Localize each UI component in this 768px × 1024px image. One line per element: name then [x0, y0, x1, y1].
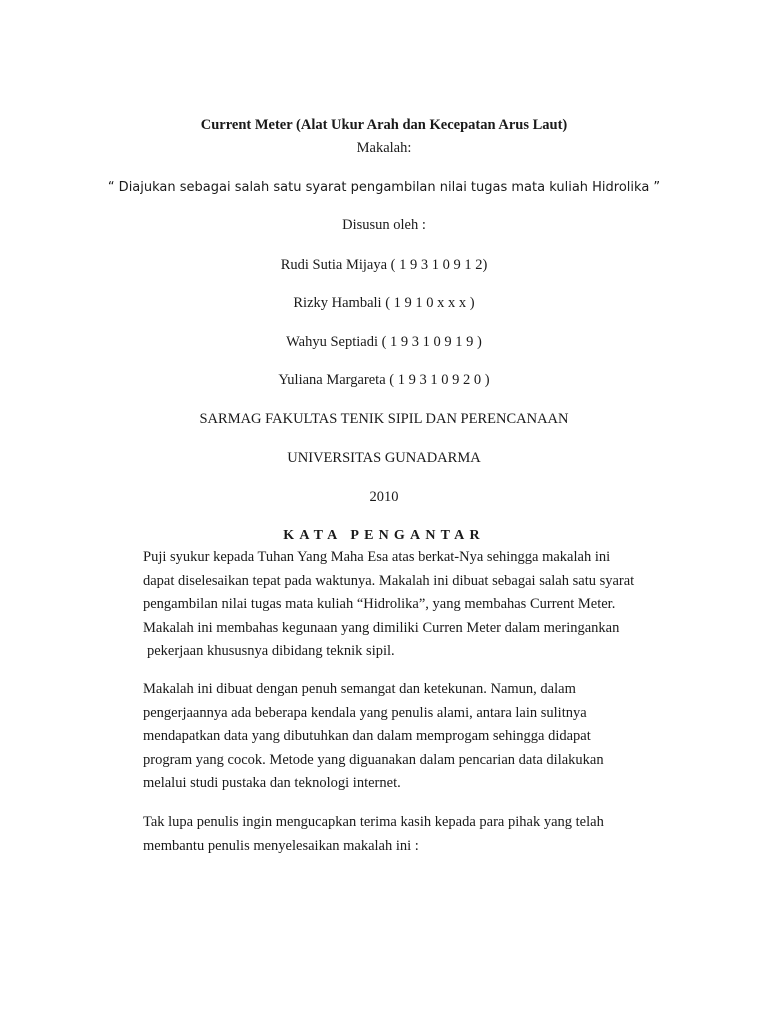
author-3: Wahyu Septiadi ( 1 9 3 1 0 9 1 9 ): [286, 334, 482, 350]
paragraph-line: membantu penulis menyelesaikan makalah ini :: [143, 837, 419, 854]
paragraph-line: pengambilan nilai tugas mata kuliah “Hidrolika”, yang membahas Current Meter.: [143, 596, 616, 612]
document-type: Makalah:: [356, 140, 412, 156]
paragraph-line: Puji syukur kepada Tuhan Yang Maha Esa atas berkat-Nya sehingga makalah ini: [143, 549, 611, 565]
faculty-name: SARMAG FAKULTAS TENIK SIPIL DAN PERENCANAAN: [199, 411, 569, 427]
paragraph-2: [143, 678, 643, 796]
paragraph-line: Makalah ini dibuat dengan penuh semangat dan ketekunan. Namun, dalam: [143, 681, 576, 697]
paragraph-line: Makalah ini membahas kegunaan yang dimiliki Curren Meter dalam meringankan: [143, 619, 620, 636]
paragraph-line: mendapatkan data yang dibutuhkan dan dalam memprogam sehingga didapat: [143, 728, 591, 744]
paragraph-line: melalui studi pustaka dan teknologi internet.: [143, 775, 401, 791]
section-heading: KATA PENGANTAR: [283, 528, 485, 543]
paragraph-1: [143, 546, 643, 664]
purpose-statement: “ Diajukan sebagai salah satu syarat pengambilan nilai tugas mata kuliah Hidrolika ”: [107, 180, 661, 195]
document-title: Current Meter (Alat Ukur Arah dan Kecepatan Arus Laut): [200, 117, 568, 133]
university-name: UNIVERSITAS GUNADARMA: [287, 450, 481, 466]
paragraph-line: dapat diselesaikan tepat pada waktunya. Makalah ini dibuat sebagai salah satu syarat: [143, 572, 635, 589]
author-1: Rudi Sutia Mijaya ( 1 9 3 1 0 9 1 2): [280, 257, 488, 273]
paragraph-3: [143, 811, 643, 858]
compiled-by-label: Disusun oleh :: [342, 217, 426, 233]
document-year: 2010: [369, 489, 399, 505]
author-4: Yuliana Margareta ( 1 9 3 1 0 9 2 0 ): [278, 372, 490, 388]
paragraph-line: pekerjaan khususnya dibidang teknik sipil.: [147, 643, 395, 659]
paragraph-line: pengerjaannya ada beberapa kendala yang penulis alami, antara lain sulitnya: [143, 704, 587, 721]
author-2: Rizky Hambali ( 1 9 1 0 x x x ): [293, 295, 475, 311]
paragraph-line: program yang cocok. Metode yang diguanakan dalam pencarian data dilakukan: [143, 751, 604, 768]
paragraph-line: Tak lupa penulis ingin mengucapkan terima kasih kepada para pihak yang telah: [143, 814, 604, 830]
